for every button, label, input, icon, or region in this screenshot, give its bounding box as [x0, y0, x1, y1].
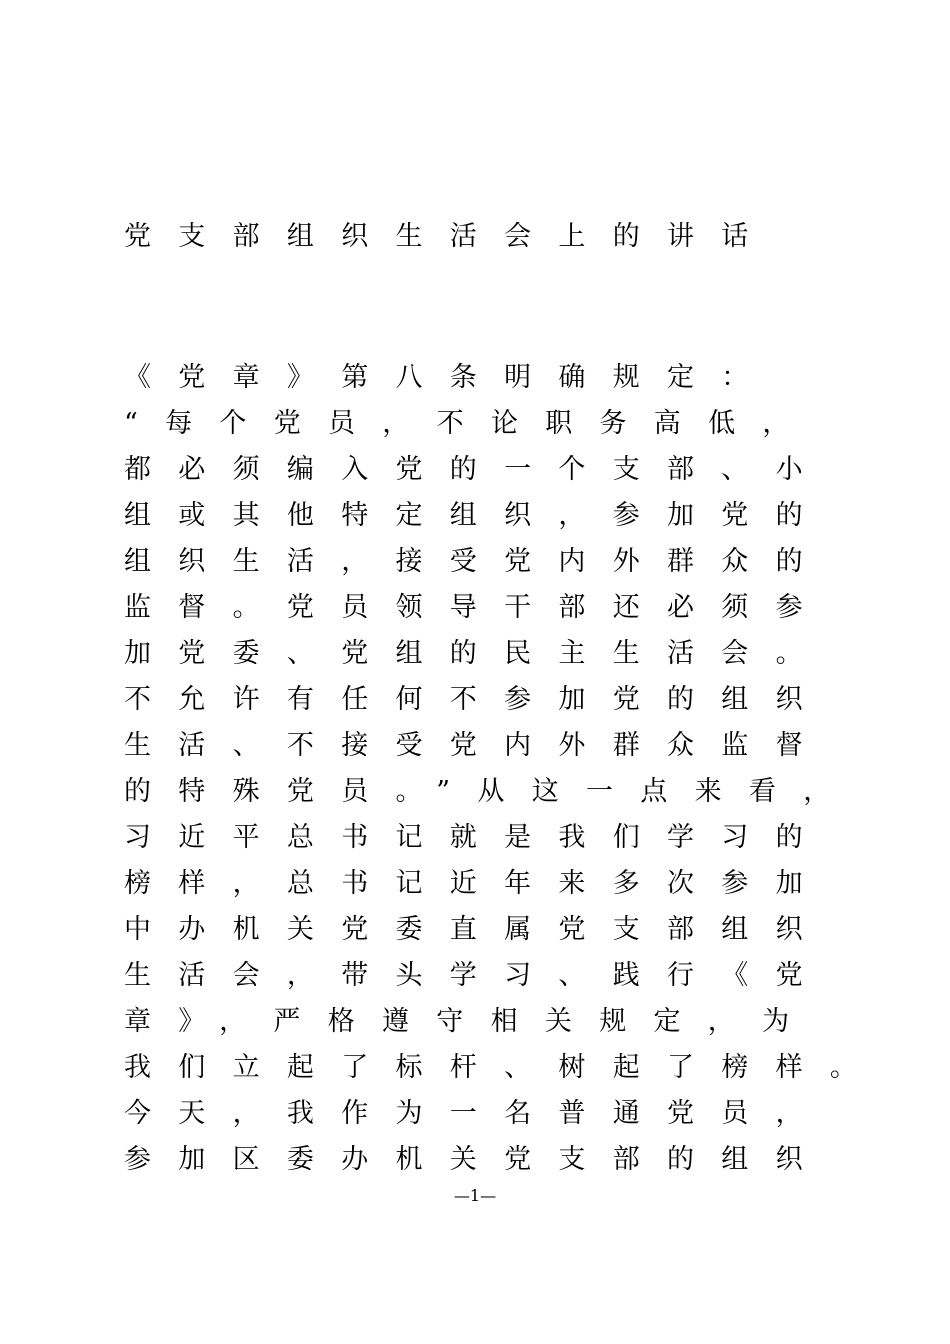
body-line: 加党委、党组的民主生活会。	[124, 638, 830, 669]
body-line: 生活会，带头学习、践行《党	[124, 960, 830, 991]
body-line: 组或其他特定组织，参加党的	[124, 500, 830, 531]
body-text	[124, 355, 884, 1183]
body-line: 今天，我作为一名普通党员，	[124, 1098, 830, 1129]
body-line: “每个党员，不论职务高低，	[124, 408, 817, 439]
body-line: 中办机关党委直属党支部组织	[124, 914, 830, 945]
body-line: 生活、不接受党内外群众监督	[124, 730, 830, 761]
page-number: —1—	[453, 1186, 497, 1205]
body-line: 榜样，总书记近年来多次参加	[124, 868, 830, 899]
body-line: 章》，严格遵守相关规定，为	[124, 1006, 817, 1037]
body-line: 组织生活，接受党内外群众的	[124, 546, 830, 577]
body-line: 监督。党员领导干部还必须参	[124, 592, 830, 623]
body-line: 都必须编入党的一个支部、小	[124, 454, 830, 485]
body-line: 的特殊党员。”从这一点来看，	[124, 776, 858, 807]
body-line: 不允许有任何不参加党的组织	[124, 684, 830, 715]
body-line: 参加区委办机关党支部的组织	[124, 1144, 830, 1175]
body-line: 我们立起了标杆、树起了榜样。	[124, 1052, 885, 1083]
document-title: 党支部组织生活会上的讲话	[124, 221, 776, 252]
body-line: 习近平总书记就是我们学习的	[124, 822, 830, 853]
body-line: 《党章》第八条明确规定：	[124, 362, 776, 393]
